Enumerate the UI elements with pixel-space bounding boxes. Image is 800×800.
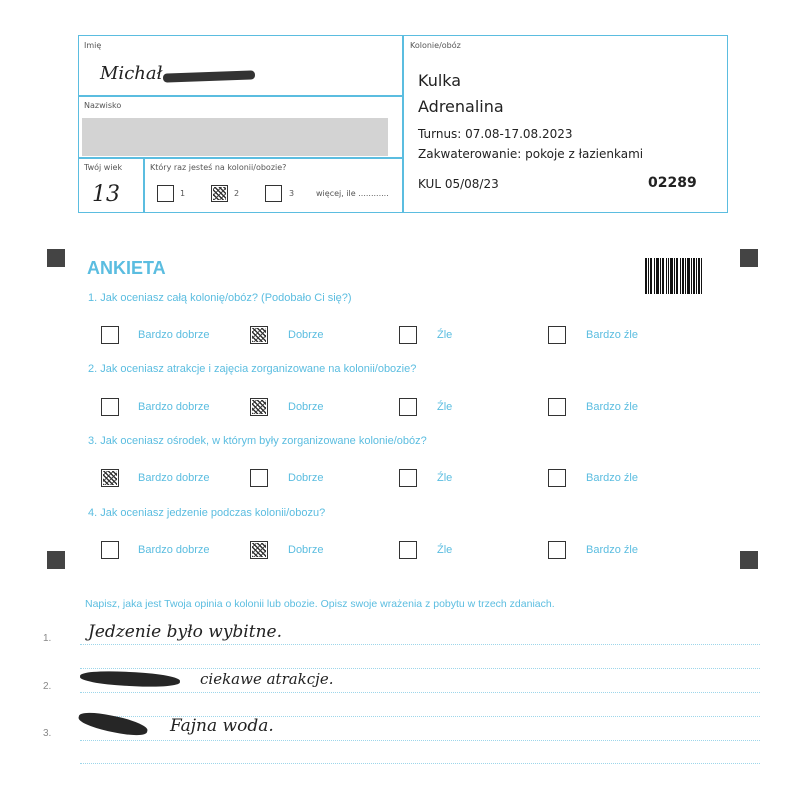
q1-option-checkbox-3[interactable] — [399, 326, 417, 344]
q1-option-checkbox-2[interactable] — [250, 326, 268, 344]
kod-text: KUL 05/08/23 — [418, 177, 499, 191]
checkmark-hatch-icon — [103, 471, 117, 485]
q2-option-checkbox-1[interactable] — [101, 398, 119, 416]
opinion-line-number-2: 2. — [43, 681, 52, 692]
header-divider-vertical — [402, 35, 404, 213]
opinion-line-3[interactable]: Fajna woda. — [170, 716, 274, 736]
opinion-dotline — [80, 644, 760, 645]
ktory-raz-option-3: 3 — [289, 189, 295, 198]
imie-handwritten[interactable]: Michał — [100, 63, 163, 84]
ktory-raz-option-2: 2 — [234, 189, 240, 198]
q2-option-checkbox-2[interactable] — [250, 398, 268, 416]
turnus-text: Turnus: 07.08-17.08.2023 — [418, 127, 573, 141]
registration-marker-top-right — [740, 249, 758, 267]
q3-option-checkbox-4[interactable] — [548, 469, 566, 487]
q2-option-label-4: Bardzo źle — [586, 401, 638, 413]
q1-option-label-1: Bardzo dobrze — [138, 329, 210, 341]
q4-option-label-1: Bardzo dobrze — [138, 544, 210, 556]
opinion-line-number-1: 1. — [43, 633, 52, 644]
question-text-1: 1. Jak oceniasz całą kolonię/obóz? (Podobało Ci się?) — [88, 292, 352, 304]
q3-option-label-4: Bardzo źle — [586, 472, 638, 484]
q4-option-checkbox-2[interactable] — [250, 541, 268, 559]
q4-option-checkbox-3[interactable] — [399, 541, 417, 559]
kolonie-name: Kulka — [418, 71, 462, 90]
zakwaterowanie-text: Zakwaterowanie: pokoje z łazienkami — [418, 147, 644, 161]
q3-option-checkbox-2[interactable] — [250, 469, 268, 487]
q4-option-label-2: Dobrze — [288, 544, 324, 556]
nazwisko-label: Nazwisko — [84, 101, 122, 110]
checkmark-hatch-icon — [213, 187, 226, 200]
opinion-line-1[interactable]: Jedzenie było wybitne. — [88, 622, 282, 642]
registration-marker-bottom-left — [47, 551, 65, 569]
opinion-dotline — [80, 740, 760, 741]
q1-option-label-3: Źle — [437, 329, 453, 341]
checkmark-hatch-icon — [252, 400, 266, 414]
opinion-line-2[interactable]: ciekawe atrakcje. — [200, 670, 334, 688]
q1-option-label-2: Dobrze — [288, 329, 324, 341]
question-text-2: 2. Jak oceniasz atrakcje i zajęcia zorganizowane na kolonii/obozie? — [88, 363, 417, 375]
registration-marker-bottom-right — [740, 551, 758, 569]
q1-option-checkbox-4[interactable] — [548, 326, 566, 344]
ktory-raz-checkbox-1[interactable] — [157, 185, 174, 202]
opinion-prompt: Napisz, jaka jest Twoja opinia o kolonii lub obozie. Opisz swoje wrażenia z pobytu w trzech zdaniach. — [85, 598, 555, 610]
checkmark-hatch-icon — [252, 543, 266, 557]
q1-option-checkbox-1[interactable] — [101, 326, 119, 344]
barcode-icon — [645, 258, 702, 294]
ktory-raz-checkbox-2[interactable] — [211, 185, 228, 202]
q2-option-label-1: Bardzo dobrze — [138, 401, 210, 413]
header-divider-age — [78, 157, 403, 159]
q4-option-checkbox-4[interactable] — [548, 541, 566, 559]
registration-marker-top-left — [47, 249, 65, 267]
opinion-dotline — [80, 668, 760, 669]
imie-label: Imię — [84, 41, 102, 50]
checkmark-hatch-icon — [252, 328, 266, 342]
ktory-raz-label: Który raz jesteś na kolonii/obozie? — [150, 163, 287, 172]
opinion-line-number-3: 3. — [43, 728, 52, 739]
wiek-label: Twój wiek — [84, 163, 123, 172]
scribble-redaction — [77, 709, 149, 739]
q3-option-label-3: Źle — [437, 472, 453, 484]
q2-option-checkbox-4[interactable] — [548, 398, 566, 416]
q4-option-label-3: Źle — [437, 544, 453, 556]
q1-option-label-4: Bardzo źle — [586, 329, 638, 341]
q4-option-checkbox-1[interactable] — [101, 541, 119, 559]
opinion-dotline — [80, 763, 760, 764]
ktory-raz-option-more: więcej, ile ............ — [316, 189, 389, 198]
survey-title: ANKIETA — [87, 258, 166, 278]
opinion-dotline — [80, 692, 760, 693]
kolonie-label: Kolonie/obóz — [410, 41, 461, 50]
wiek-handwritten[interactable]: 13 — [92, 182, 120, 207]
q2-option-label-2: Dobrze — [288, 401, 324, 413]
kolonie-program: Adrenalina — [418, 97, 504, 116]
scribble-redaction — [80, 669, 181, 688]
header-divider-name — [78, 95, 403, 97]
q3-option-label-1: Bardzo dobrze — [138, 472, 210, 484]
q2-option-label-3: Źle — [437, 401, 453, 413]
q3-option-checkbox-3[interactable] — [399, 469, 417, 487]
nazwisko-redacted-field[interactable] — [82, 118, 388, 156]
question-text-3: 3. Jak oceniasz ośrodek, w którym były zorganizowane kolonie/obóz? — [88, 435, 427, 447]
numer-text: 02289 — [648, 175, 697, 191]
ktory-raz-checkbox-3[interactable] — [265, 185, 282, 202]
question-text-4: 4. Jak oceniasz jedzenie podczas kolonii/obozu? — [88, 507, 326, 519]
q3-option-checkbox-1[interactable] — [101, 469, 119, 487]
q4-option-label-4: Bardzo źle — [586, 544, 638, 556]
header-divider-age-vertical — [143, 157, 145, 213]
q2-option-checkbox-3[interactable] — [399, 398, 417, 416]
q3-option-label-2: Dobrze — [288, 472, 324, 484]
ktory-raz-option-1: 1 — [180, 189, 186, 198]
